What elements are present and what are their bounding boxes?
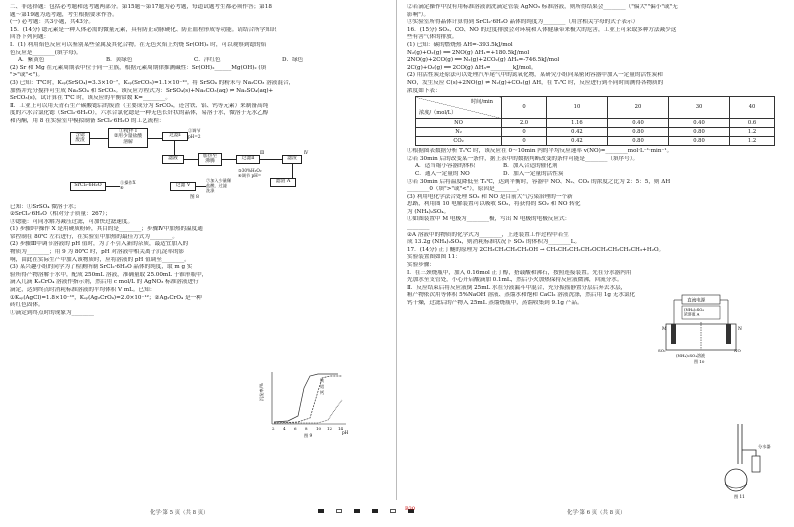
binding-mark bbox=[354, 509, 360, 513]
flow-residue-box: 滤渣 bbox=[282, 155, 302, 164]
text-line: 17．(14分) 正丁醚的原理为 2CH₃CH₂CH₂CH₂OH → CH₃CH₂CH₂CH₂OCH₂CH₂CH₂CH₃+H₂O。 bbox=[407, 246, 665, 253]
flow-iv-label: Ⅳ bbox=[304, 149, 309, 155]
text-line: Ⅱ．反应结束后将反应液倒 25mL 水在分液漏斗中混合，充分振摇静置分层后弃去水层， bbox=[407, 284, 627, 291]
table-cell: 0.40 bbox=[669, 119, 730, 128]
time-col: 0 bbox=[502, 97, 547, 119]
text-line: 常控制在 80℃ 左右进行，在实验室中加热的最佳方式为________。 bbox=[10, 233, 178, 240]
x-tick-label: 2 bbox=[272, 426, 275, 431]
table-cell: 0 bbox=[502, 137, 547, 146]
table-row bbox=[416, 119, 775, 128]
text-line: (一) 必考题：共3小题，共43分。 bbox=[10, 19, 94, 26]
table-header-conc: 浓度/（mol/L） bbox=[419, 109, 457, 116]
apparatus-figure-caption: 图 11 bbox=[734, 494, 745, 499]
text-line: ②若滴定操作中没有用标准溶液润洗滴定管装 AgNO₃ 标准溶液，则所得结果会________（"偏大""偏小"或"无 bbox=[407, 4, 678, 10]
text-line: ________0（填">"或"<"），原因是________。 bbox=[407, 186, 523, 193]
table-header-time: 时间/min bbox=[470, 99, 493, 106]
text-line: 思路，利用图 10 电解装置可以吸收 SO₂，将获得的 SO₂ 和 NO 转化 bbox=[407, 201, 581, 208]
table-cell: 0.80 bbox=[607, 137, 668, 146]
text-line: 为 (NH₄)₂SO₄。 bbox=[407, 208, 450, 215]
text-line: ①根据图表数据分析 T₁℃ 时，该反应在 0～10min 内的平均反应速率 v(NO)=________mol·L⁻¹·min⁻¹。 bbox=[407, 148, 673, 155]
table-row bbox=[416, 137, 775, 146]
text-line: 加热并充分搅拌可生成 Na₂SO₄ 和 SrCO₃。该反应方程式为：SrSO₄(s)+Na₂CO₃(aq) ⇌ Na₂SO₄(aq)+ bbox=[10, 87, 274, 94]
row-label: NO bbox=[416, 119, 502, 128]
text-line: 度的六水合氯化锶（SrCl₂·6H₂O），六水合氯化锶是一种无色长针状的晶体，易溶于水，微溶于无水乙醇 bbox=[10, 110, 269, 117]
x-tick-label: 6 bbox=[294, 426, 297, 431]
row-label: CO₂ bbox=[416, 137, 502, 146]
left-text-block-1 bbox=[10, 4, 389, 126]
text-line: (3) 某兴趣小组的同学为了检测所制 SrCl₂·6H₂O 晶体的纯度，取 m g 实 bbox=[10, 264, 193, 271]
cell-power-label: 直流电源 bbox=[687, 298, 706, 304]
time-col: 40 bbox=[730, 97, 775, 119]
table-header-cell bbox=[416, 97, 502, 119]
text-line: (2) 用活性炭还原法可以处理汽车尾气中的氮氧化物，某研究小组向某密闭容器中加入一定量的活性炭和 bbox=[407, 72, 663, 79]
apparatus-separator-label: 分水器 bbox=[758, 444, 771, 449]
process-flowchart bbox=[70, 128, 330, 202]
right-footer: 化学·第 6 页（共 8 页） bbox=[567, 510, 626, 516]
time-col: 20 bbox=[607, 97, 668, 119]
text-line: 影响"）。 bbox=[407, 11, 430, 18]
option-item: C．通入一定量的 NO bbox=[415, 170, 470, 177]
text-line: 物质为________；用 9 为 80℃ 时，pH 对溶液中相关离子沉淀率的影 bbox=[10, 249, 185, 256]
right-text-block-2 bbox=[407, 148, 786, 307]
flow-heat-box: 加热至 沸腾 bbox=[198, 153, 222, 166]
x-tick-label: 12 bbox=[327, 426, 333, 431]
flow-step3-label: ③30%H₂O₂ ④调节 pH= bbox=[238, 167, 262, 178]
option-row bbox=[407, 163, 786, 171]
text-line: (2) 步骤Ⅲ中调节溶液的 pH 值时，为了不引入新的杂质，最适宜加入的 bbox=[10, 241, 189, 248]
row-label: N₂ bbox=[416, 128, 502, 137]
table-row bbox=[416, 128, 775, 137]
flow-figure-caption: 图 8 bbox=[190, 194, 199, 200]
text-line: 题～第19题为选考题，考生根据要求作答。 bbox=[10, 11, 118, 18]
text-line: 回答下列问题： bbox=[10, 34, 50, 41]
text-line: ③若 30min 后将温度降低至 T₂℃，达到平衡时，容器中 NO、N₂、CO₂ 的浓度之比为 2：5：5，则 ΔH bbox=[407, 178, 671, 185]
graph-xlabel: pH bbox=[342, 430, 349, 435]
text-line: 和丙酮，用 8 在实验室中模拟制备 SrCl₂·6H₂O 的工艺流程： bbox=[10, 117, 165, 124]
binding-mark bbox=[336, 509, 342, 513]
text-line: SrCO₃(s)，试计算在 T℃ 时，该反应的平衡常数 K=________。 bbox=[10, 95, 171, 102]
text-line: 验所得产物溶解于水中，配成 250mL 溶液，准确量取 25.00mL 于锥形瓶中， bbox=[10, 271, 208, 278]
legend-calcium: 钙 bbox=[320, 390, 325, 395]
legend-iron: 铁 bbox=[320, 378, 325, 383]
text-line: ①Kₛₚ(AgCl)=1.8×10⁻¹⁰，Kₛₚ(Ag₂CrO₄)=2.0×10⁻¹²；②Ag₂CrO₄ 是一种 bbox=[10, 294, 202, 301]
text-line: ________ bbox=[407, 224, 430, 231]
graph-xticks bbox=[272, 426, 344, 431]
cell-solution-a-label: (NH₄)₂SO₄ 浓溶液 A bbox=[684, 307, 704, 317]
text-line: (2) Sr 和 Mg 在元素周期表中位于同一主族，根据元素周期律推测碱性：Sr(OH)₂______Mg(OH)₂ (填 bbox=[10, 64, 267, 71]
cell-figure-caption: 图 10 bbox=[694, 359, 705, 364]
option-item: A．紫黄色 bbox=[18, 57, 45, 64]
flow-acid-label: ②调节 bbox=[188, 127, 201, 133]
graph-ylabel: 沉淀率/% bbox=[259, 383, 264, 401]
text-line: ②若 30min 后的改变某一条件，据上表中的数据判断改变的条件可能是________（填序号）。 bbox=[407, 155, 639, 162]
option-item: B．加入合适的催化剂 bbox=[503, 163, 558, 170]
text-line: 先加水至支管处，小心开启酸滴加 0.1mL，然后小火加热保持反应液微沸，回流分水。 bbox=[407, 277, 623, 284]
text-line: 2NO(g)+2CO(g) ══ N₂(g)+2CO₂(g) ΔH₂=-746.5kJ/mol bbox=[407, 57, 560, 64]
text-line: 成 13.2g (NH₄)₂SO₄，则消耗标准状况下 SO₂ 的体积为________L。 bbox=[407, 239, 581, 246]
text-line: N₂(g)+O₂(g) ══ 2NO(g) ΔH₁=+180.5kJ/mol bbox=[407, 49, 530, 56]
right-text-block-1 bbox=[407, 4, 786, 95]
text-line: (1) 已知：碳的燃烧热 ΔH=-393.5kJ/mol bbox=[407, 41, 513, 48]
distillation-apparatus bbox=[716, 420, 776, 500]
option-item: B．黄绿色 bbox=[106, 57, 133, 64]
flow-raw-box: 含锶 废渣 bbox=[70, 132, 90, 145]
table-cell: 1.16 bbox=[546, 119, 607, 128]
cell-so2-label: SO₂ bbox=[658, 348, 666, 353]
binding-mark bbox=[390, 509, 396, 513]
table-cell: 0.40 bbox=[607, 119, 668, 128]
ph-precipitation-graph bbox=[258, 368, 350, 438]
table-cell: 0.42 bbox=[546, 137, 607, 146]
table-cell: 0.80 bbox=[669, 128, 730, 137]
text-line: ②SrCl₂·6H₂O（相对分子质量：267）； bbox=[10, 211, 111, 218]
flow-filter1-box: 过滤Ⅰ bbox=[162, 132, 188, 141]
option-item: A．适当缩小容器的体积 bbox=[415, 163, 475, 170]
flow-filtrate-box: 滤液 bbox=[162, 155, 184, 164]
text-line: Ⅱ．工业上可以用天青石生产碳酸锶后的废渣（主要成分为 SrCO₃，还含铁、铝、钙等元素）来制备高纯 bbox=[10, 102, 269, 109]
table-cell: 0.80 bbox=[607, 128, 668, 137]
text-line: (1) 步骤Ⅰ中操作 X 是用硬质粉碎，其目的是________；步骤Ⅳ中加热的温度通 bbox=[10, 226, 203, 233]
option-row bbox=[10, 57, 389, 65]
option-item: C．洋红色 bbox=[194, 57, 221, 64]
graph-legend bbox=[320, 377, 325, 396]
legend-aluminum: 铝 bbox=[320, 384, 325, 389]
text-line: 15．(14分) 锶元素是一种人体必需的微量元素，具有防止动脉硬化、防止血栓形成等功能。请结合所学知识 bbox=[10, 26, 277, 33]
option-row bbox=[407, 171, 786, 179]
table-cell: 1.2 bbox=[730, 137, 775, 146]
cell-n-label: N bbox=[738, 327, 742, 332]
text-line: 粗产物依次用等体积 5%NaOH 溶液、蒸馏水和饱和 CaCl₂ 溶液洗涤，然后用 1g 无水氯化 bbox=[407, 292, 636, 299]
table-cell: 0.80 bbox=[669, 137, 730, 146]
time-col: 30 bbox=[669, 97, 730, 119]
table-cell: 0.42 bbox=[546, 128, 607, 137]
left-footer: 化学·第 5 页（共 8 页） bbox=[150, 510, 209, 516]
text-line: ①如图装置中 M 电极为________极，写出 N 电极的电极反应式： bbox=[407, 216, 571, 223]
table-cell: 0.6 bbox=[730, 119, 775, 128]
left-text-block-2 bbox=[10, 204, 389, 318]
text-line: ③实验室所得晶体计算得到 SrCl₂·6H₂O 晶体的纯度为________（用含相关字母的式子表示） bbox=[407, 19, 639, 26]
x-tick-label: 14 bbox=[338, 426, 344, 431]
option-item: D．绿色 bbox=[282, 57, 304, 64]
text-line: Ⅰ．在三颈烧瓶中，加入 0.16mol 正丁醇，搭载酸和沸石，按照连接装置。先在分水器内用 bbox=[407, 269, 632, 276]
table-cell: 0 bbox=[502, 128, 547, 137]
text-line: Ⅰ．(1) 利用焰色反应可以鉴别某些金属及其化合物。在无色火焰上灼烧 Sr(OH)₂ 时，可以观察到锶的焰 bbox=[10, 41, 267, 48]
text-line: 滴入几滴 K₂CrO₄ 溶液作指示剂，然后用 c mol/L 的 AgNO₃ 标准溶液进行 bbox=[10, 279, 199, 286]
flow-step5-label: ⑤操作X ⑥ bbox=[120, 179, 136, 190]
text-line: (3) 已知：T℃时，Kₛₚ(SrSO₄)=3.3×10⁻⁷，Kₛₚ(SrCO₃)=1.1×10⁻¹⁰。将 SrSO₄ 的粉末与 Na₂CO₃ 溶液混合， bbox=[10, 79, 295, 86]
table-cell: 1.2 bbox=[730, 128, 775, 137]
text-line: 钙干燥，过滤后的产物入 25mL 蒸馏烧瓶中，蒸馏收集到 9.1g 产品。 bbox=[407, 300, 583, 306]
option-item: D．加入一定量的活性炭 bbox=[503, 170, 564, 177]
flow-iii-label: Ⅲ bbox=[260, 149, 265, 155]
text-line: 滴定，达到终点时消耗标准溶液的平均体积 V mL。已知： bbox=[10, 287, 156, 294]
center-tag: B30 bbox=[405, 506, 416, 512]
electrolysis-cell-diagram bbox=[654, 294, 746, 364]
text-line: ②A 溶液中的物质的化学式为________，上述装置工作过程中若生 bbox=[407, 231, 569, 238]
x-tick-label: 8 bbox=[305, 426, 308, 431]
x-tick-label: 4 bbox=[283, 426, 286, 431]
text-line: 已知：①SrSO₄ 微溶于水； bbox=[10, 203, 80, 210]
flow-product-box: SrCl₂·6H₂O bbox=[70, 182, 106, 191]
concentration-table bbox=[415, 96, 775, 146]
text-line: 实验装置图如图 11： bbox=[407, 254, 461, 261]
text-line: 二、非选择题：包括必考题和选考题两部分。第15题～第17题为必考题，每道试题考生都必须作答；第18 bbox=[10, 4, 272, 10]
text-line: (3) 利用电化学法合处理 SO₂ 和 NO 是目前大气污染治理的一个新 bbox=[407, 193, 573, 200]
flow-ph-label: pH=2 bbox=[188, 133, 201, 139]
cell-no-label: NO bbox=[734, 348, 741, 353]
center-binding-marks bbox=[318, 509, 414, 513]
text-line: 浓度如下表： bbox=[407, 87, 441, 94]
text-line: ">"或"<")。 bbox=[10, 72, 44, 79]
flow-filter2-box: 过滤Ⅱ bbox=[236, 155, 260, 164]
x-tick-label: 10 bbox=[316, 426, 322, 431]
table-cell: 2.0 bbox=[502, 119, 547, 128]
text-line: 16．(15分) SO₂、CO、NO 的过度排放会对环境和人体健康带来极大的危害，工业上可采取多种方法减少这 bbox=[407, 26, 677, 33]
text-line: 色反应是________(填字母)。 bbox=[10, 49, 82, 56]
text-line: ③锶能：可同水解为减压过滤，可加快过滤速度。 bbox=[10, 218, 134, 225]
flow-step1-box: ①搅拌 Ⅰ ②用少量盐酸 溶解 bbox=[108, 128, 148, 148]
binding-mark bbox=[372, 509, 378, 513]
text-line: 响，由此在实际生产中加入该物质时，应将溶液的 pH 值调至________。 bbox=[10, 256, 190, 263]
text-line: 实验步骤： bbox=[407, 262, 435, 269]
flow-sol-a-box: 滤渣 A bbox=[270, 178, 296, 187]
flow-wash-label: ⑦加入少量稀 盐酸，过滤 洗涤 bbox=[206, 177, 232, 193]
flow-filter3-box: 过滤 Ⅴ bbox=[170, 182, 196, 191]
text-line: ①滴定到终点时的现象为________ bbox=[10, 309, 94, 316]
cell-m-label: M bbox=[662, 327, 667, 332]
time-col: 10 bbox=[546, 97, 607, 119]
cell-bottom-label: (NH₄)₂SO₄溶液 bbox=[676, 353, 705, 358]
text-line: NO，发生反应 C(s)+2NO(g) ⇌ N₂(g)+CO₂(g) ΔH，在 T₁℃ 时，反应进行到不同时间测得各物质的 bbox=[407, 79, 664, 86]
text-line: 2C(g)+O₂(g) ══ 2CO(g) ΔH₃=________kJ/mol。 bbox=[407, 64, 537, 71]
text-line: 砖红色固体。 bbox=[10, 302, 44, 309]
text-line: 些有害气体的排放。 bbox=[407, 34, 458, 41]
graph-figure-caption: 图 9 bbox=[304, 433, 313, 438]
binding-mark bbox=[318, 509, 324, 513]
